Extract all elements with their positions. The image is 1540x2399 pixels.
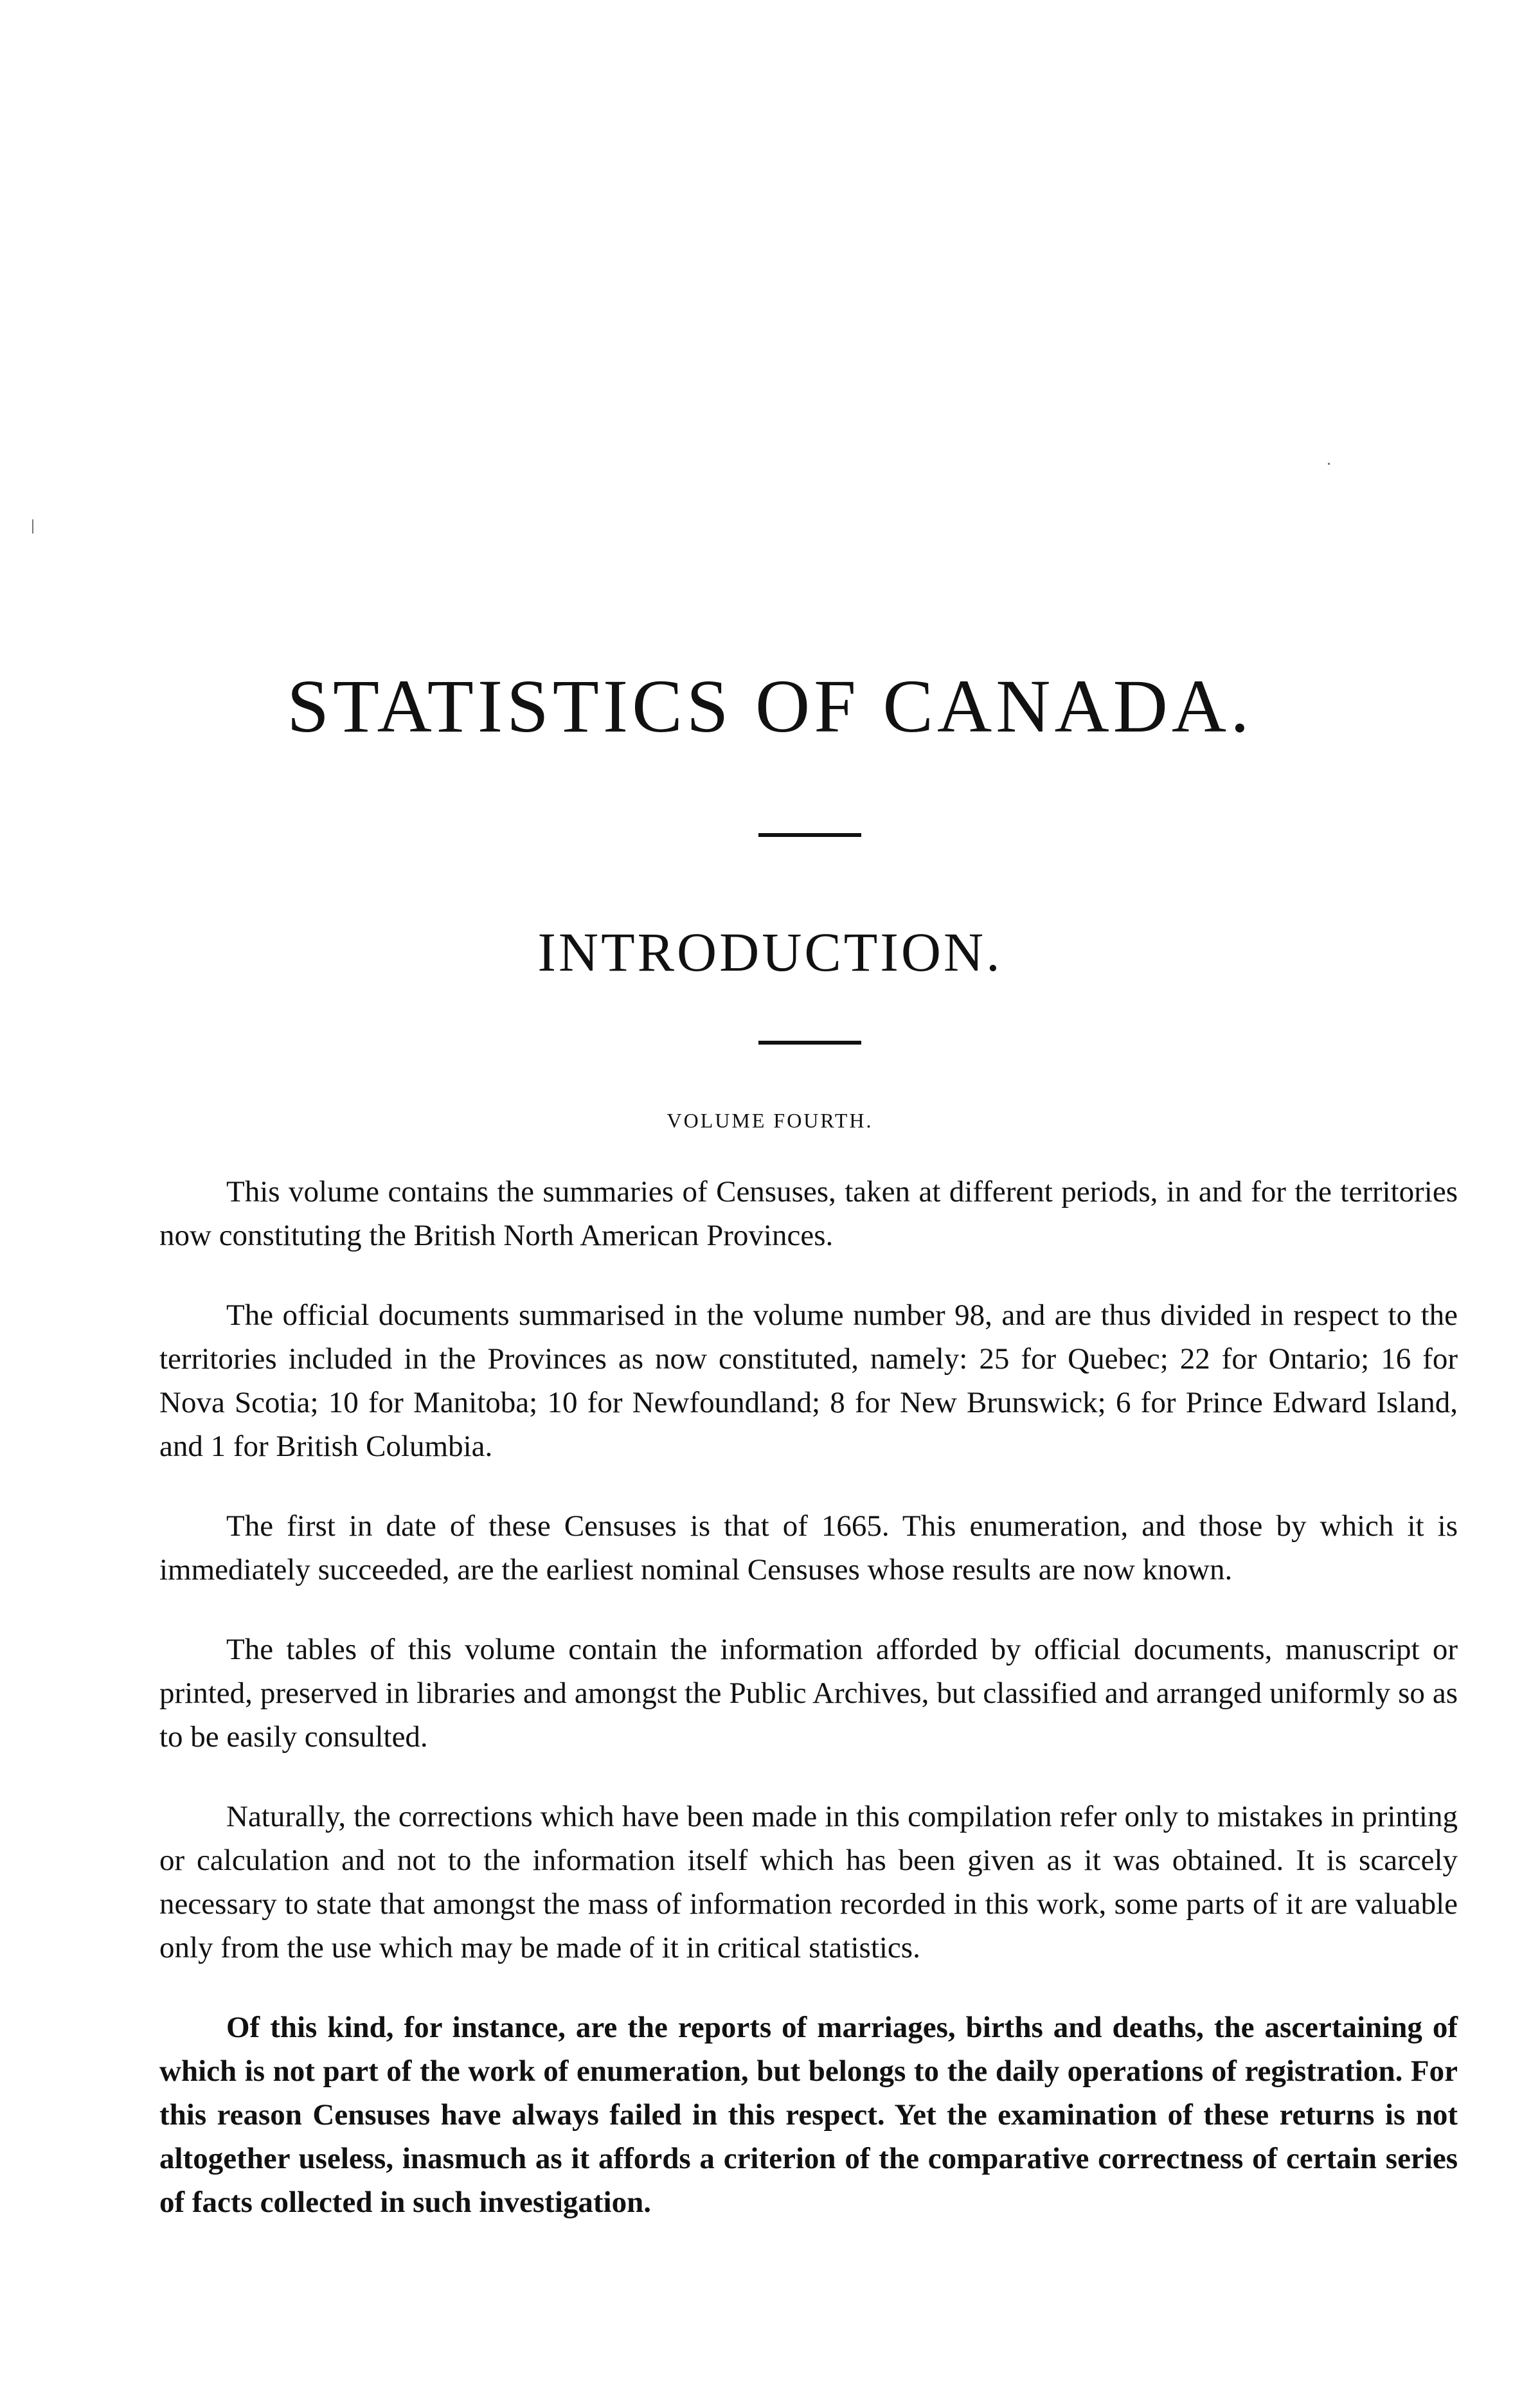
body-text [159,1170,1458,2260]
margin-speck [1328,463,1330,465]
paragraph: Naturally, the corrections which have been made in this compilation refer only to mistakes in printing or calculation and not to the information itself which has been given as it was obtained. It is scarcely necessary to state that amongst the mass of information recorded in this work, some parts of it are valuable only from the use which may be made of it in critical statistics. [159,1800,1458,1964]
paragraph: The official documents summarised in the volume number 98, and are thus divided in respect to the territories included in the Provinces as now constituted, namely: 25 for Quebec; 22 for Ontario; 16 for Nova Scotia; 10 for Manitoba; 10 for Newfoundland; 8 for New Brunswick; 6 for Prince Edward Island, and 1 for British Columbia. [159,1298,1458,1463]
document-title: STATISTICS OF CANADA. [287,664,1253,748]
paragraph: The first in date of these Censuses is that of 1665. This enumeration, and those by which it is immediately succeeded, are the earliest nominal Censuses whose results are now known. [159,1509,1458,1586]
section-rule [758,1041,861,1045]
paragraph: Of this kind, for instance, are the reports of marriages, births and deaths, the ascertaining of which is not part of the work of enumeration, but belongs to the daily operations of registration. For this reason Censuses have always failed in this respect. Yet the examination of these returns is not altogether useless, inasmuch as it affords a criterion of the comparative correctness of certain series of facts collected in such investigation. [159,2011,1458,2219]
title-rule [758,833,861,837]
paragraph: This volume contains the summaries of Censuses, taken at different periods, in and for the territories now constituting the British North American Provinces. [159,1175,1458,1252]
margin-speck [32,519,33,534]
section-heading: INTRODUCTION. [537,921,1003,983]
volume-heading: VOLUME FOURTH. [667,1109,873,1132]
paragraph: The tables of this volume contain the information afforded by official documents, manuscript or printed, preserved in libraries and amongst the Public Archives, but classified and arranged uniformly so as to be easily consulted. [159,1633,1458,1754]
